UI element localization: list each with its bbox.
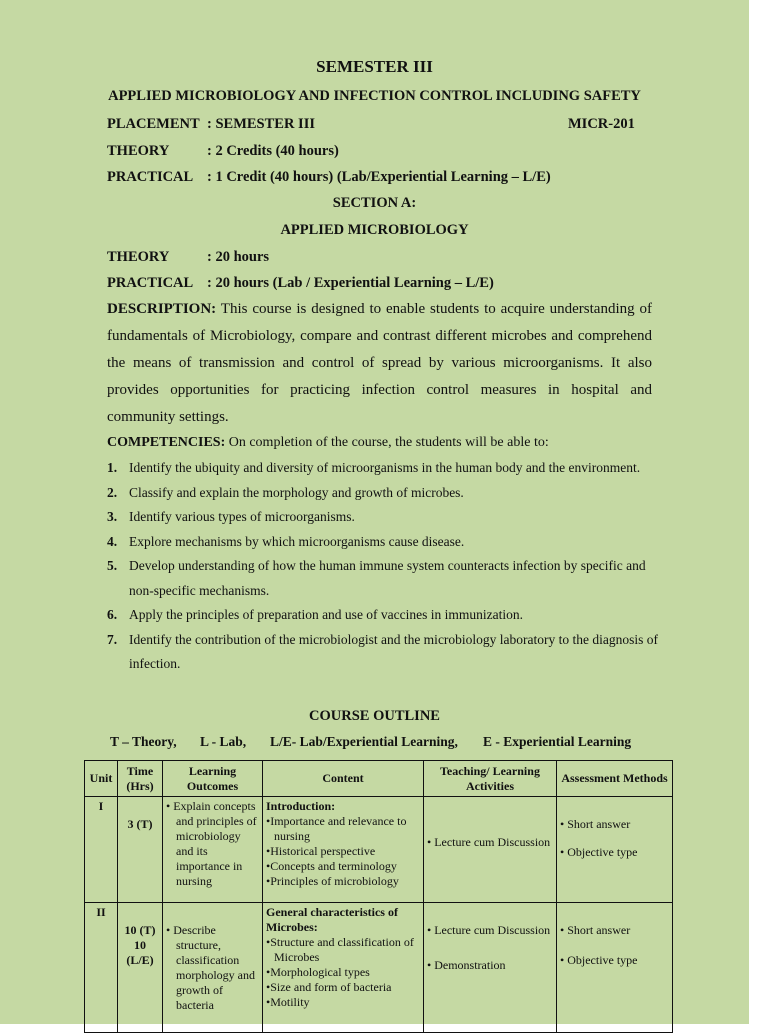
legend-lab: L - Lab, bbox=[200, 734, 247, 749]
content-cell: Introduction: •Importance and relevance to nursing •Historical perspective •Concepts and terminology •Principles of microbiology bbox=[263, 797, 424, 903]
legend-lab-experiential: L/E- Lab/Experiential Learning, bbox=[270, 734, 458, 749]
content-cell: General characteristics of Microbes: •Structure and classification of Microbes •Morphological types •Size and form of bacteria •Motility bbox=[263, 903, 424, 1033]
semester-heading: SEMESTER III bbox=[316, 57, 433, 76]
course-title: APPLIED MICROBIOLOGY AND INFECTION CONTROL INCLUDING SAFETY bbox=[108, 88, 641, 104]
assessment-cell: • Short answer • Objective type bbox=[557, 903, 673, 1033]
section-theory-value: : 20 hours bbox=[207, 249, 270, 265]
column-header-assessment: Assessment Methods bbox=[557, 761, 673, 797]
course-outline-title: COURSE OUTLINE bbox=[309, 708, 440, 724]
competency-item: 2. Classify and explain the morphology and growth of microbes. bbox=[107, 484, 464, 500]
column-header-time: Time (Hrs) bbox=[118, 761, 163, 797]
practical-value: : 1 Credit (40 hours) (Lab/Experiential Learning – L/E) bbox=[207, 169, 551, 185]
description-paragraph bbox=[107, 296, 652, 431]
column-header-activities: Teaching/ Learning Activities bbox=[424, 761, 557, 797]
outcome-cell: • Explain concepts and principles of microbiology and its importance in nursing bbox=[163, 797, 263, 903]
competencies-intro: On completion of the course, the students will be able to: bbox=[225, 435, 549, 450]
competency-item: 1. Identify the ubiquity and diversity of microorganisms in the human body and the environment. bbox=[107, 460, 641, 475]
legend-experiential: E - Experiential Learning bbox=[483, 734, 632, 749]
placement-label: PLACEMENT bbox=[107, 116, 200, 132]
section-theory-label: THEORY bbox=[107, 249, 170, 265]
course-code: MICR-201 bbox=[568, 116, 635, 132]
column-header-unit: Unit bbox=[85, 761, 118, 797]
competency-item: 5. Develop understanding of how the human immune system counteracts infection by specific and non-specific mechanisms. bbox=[107, 558, 646, 598]
practical-label: PRACTICAL bbox=[107, 169, 194, 185]
activities-cell: • Lecture cum Discussion • Demonstration bbox=[424, 903, 557, 1033]
description-label: DESCRIPTION: bbox=[107, 301, 217, 317]
table-row bbox=[85, 903, 673, 1033]
outcome-cell: • Describe structure, classification morphology and growth of bacteria bbox=[163, 903, 263, 1033]
competencies-list bbox=[107, 456, 667, 677]
section-subtitle: APPLIED MICROBIOLOGY bbox=[280, 222, 469, 238]
description-text: This course is designed to enable students to acquire understanding of fundamentals of Microbiology, compare and contrast different microbes and comprehend the means of transmission and control of spread by various microorganisms. It also provides opportunities for practicing infection control measures in hospital and community settings. bbox=[107, 301, 652, 425]
competencies-heading bbox=[107, 435, 549, 451]
placement-value: : SEMESTER III bbox=[207, 116, 315, 132]
table-row bbox=[85, 797, 673, 903]
competency-item: 4. Explore mechanisms by which microorganisms cause disease. bbox=[107, 533, 465, 549]
competency-item: 6. Apply the principles of preparation and use of vaccines in immunization. bbox=[107, 607, 524, 622]
section-title: SECTION A: bbox=[332, 195, 417, 211]
unit-cell: II bbox=[85, 903, 118, 1033]
column-header-outcomes: Learning Outcomes bbox=[163, 761, 263, 797]
activities-cell: • Lecture cum Discussion bbox=[424, 797, 557, 903]
time-cell: 10 (T) 10 (L/E) bbox=[118, 903, 163, 1033]
unit-cell: I bbox=[85, 797, 118, 903]
assessment-cell: • Short answer • Objective type bbox=[557, 797, 673, 903]
table-header-row bbox=[85, 761, 673, 797]
theory-label: THEORY bbox=[107, 143, 170, 159]
legend-theory: T – Theory, bbox=[110, 734, 177, 749]
section-practical-label: PRACTICAL bbox=[107, 275, 194, 291]
column-header-content: Content bbox=[263, 761, 424, 797]
competency-item: 3. Identify various types of microorganisms. bbox=[107, 509, 355, 524]
competency-item: 7. Identify the contribution of the microbiologist and the microbiology laboratory to the diagnosis of infection. bbox=[107, 631, 659, 671]
section-practical-value: : 20 hours (Lab / Experiential Learning – L/E) bbox=[207, 275, 494, 291]
competencies-label: COMPETENCIES: bbox=[107, 435, 226, 450]
time-cell: 3 (T) bbox=[118, 797, 163, 903]
theory-value: : 2 Credits (40 hours) bbox=[207, 143, 339, 159]
course-outline-table bbox=[84, 760, 673, 1033]
